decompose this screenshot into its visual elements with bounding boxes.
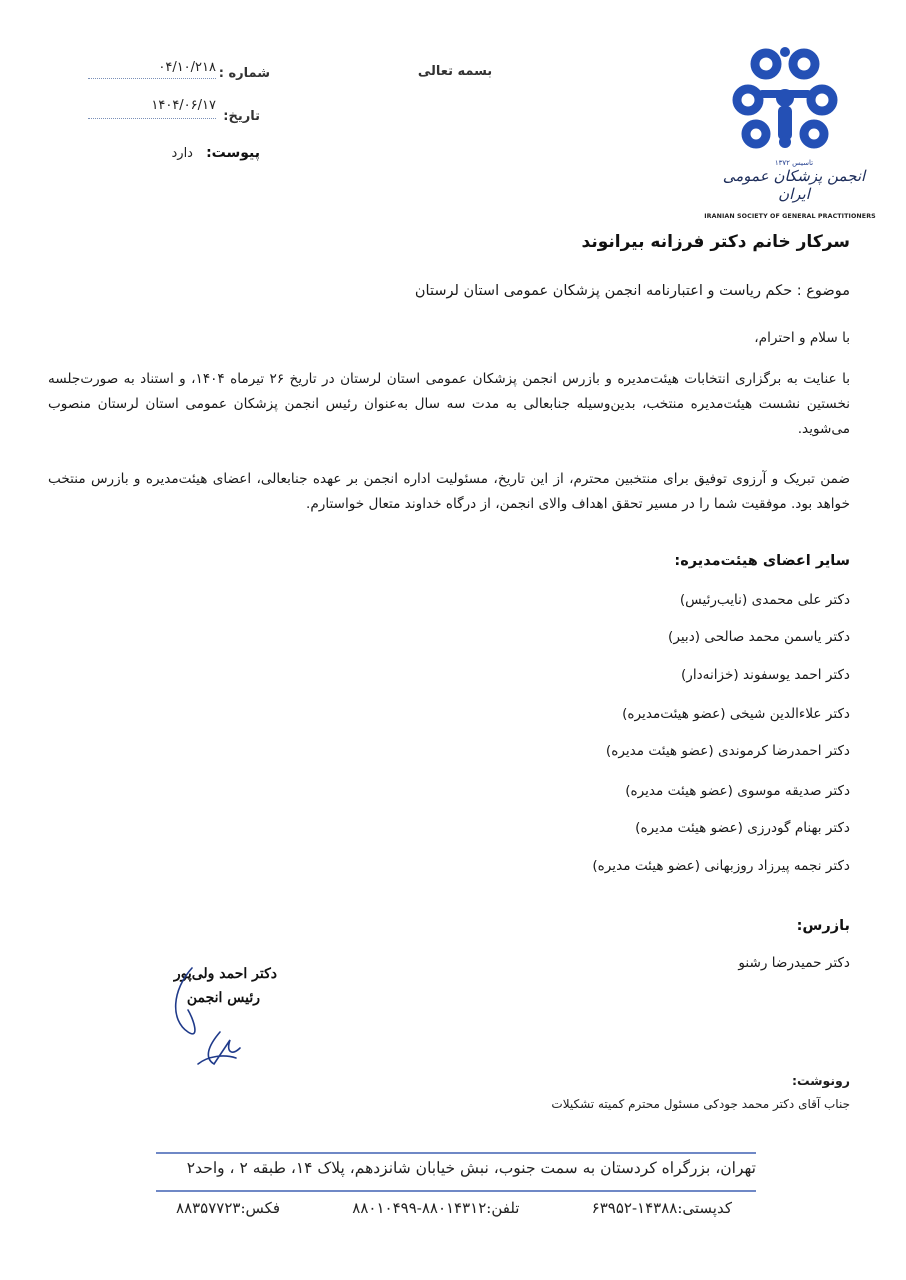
attachment-label: پیوست:	[206, 145, 260, 161]
date-value: ۱۴۰۴/۰۶/۱۷	[88, 98, 216, 119]
list-item: دکتر علی محمدی (نایب‌رئیس)	[679, 592, 850, 608]
inspector-name: دکتر حمیدرضا رشنو	[738, 955, 850, 971]
recipient: سرکار خانم دکتر فرزانه بیرانوند	[581, 232, 850, 252]
cc-heading: رونوشت:	[791, 1073, 850, 1088]
list-item: دکتر یاسمن محمد صالحی (دبیر)	[668, 629, 850, 645]
logo-established: تاسیس ۱۳۷۲	[774, 159, 814, 167]
handwritten-signature	[160, 960, 260, 1070]
footer-divider-top	[156, 1152, 756, 1154]
cc-text: جناب آقای دکتر محمد جودکی مسئول محترم کمیته تشکیلات	[551, 1097, 850, 1111]
number-label: شماره :	[218, 66, 270, 81]
footer-address: تهران، بزرگراه کردستان به سمت جنوب، نبش خیابان شانزدهم، پلاک ۱۴، طبقه ۲ ، واحد۲	[186, 1159, 756, 1177]
list-item: دکتر نجمه پیرزاد روزبهانی (عضو هیئت مدیره)	[592, 858, 850, 874]
society-emblem-icon	[708, 30, 880, 155]
attachment-field	[150, 142, 260, 161]
attachment-value: دارد	[171, 146, 193, 161]
paragraph-1: با عنایت به برگزاری انتخابات هیئت‌مدیره و بازرس انجمن پزشکان عمومی استان لرستان در تاریخ ۲۶ تیرماه ۱۴۰۴، و استناد به صورت‌جلسه نخستین نشست هیئت‌مدیره منتخب، بدین‌وسیله جنابعالی به مدت سه سال به‌عنوان رئیس انجمن پزشکان عمومی استان لرستان منصوب می‌شوید.	[48, 371, 851, 437]
signatory-name: دکتر احمد ولی‌پور	[173, 966, 277, 982]
number-value: ۰۴/۱۰/۲۱۸	[88, 60, 216, 79]
subject: موضوع : حکم ریاست و اعتبارنامه انجمن پزشکان عمومی استان لرستان	[414, 283, 850, 299]
greeting: با سلام و احترام،	[754, 330, 850, 346]
list-item: دکتر احمدرضا کرموندی (عضو هیئت مدیره)	[605, 743, 850, 759]
date-label: تاریخ:	[223, 109, 260, 124]
footer-phone: تلفن:۸۸۰۱۴۳۱۲-۸۸۰۱۰۴۹۹	[352, 1199, 520, 1217]
footer-contact	[176, 1199, 732, 1217]
list-item: دکتر علاءالدین شیخی (عضو هیئت‌مدیره)	[622, 706, 850, 722]
society-logo	[704, 30, 880, 220]
paragraph-2: ضمن تبریک و آرزوی توفیق برای منتخبین محترم، از این تاریخ، مسئولیت اداره انجمن بر عهده جنابعالی، اعضای هیئت‌مدیره و بازرس منتخب خواهد بود. موفقیت شما را در مسیر تحقق اهداف والای انجمن، از درگاه خداوند متعال خواستارم.	[48, 471, 850, 512]
footer-divider-bottom	[156, 1190, 756, 1192]
board-heading: سایر اعضای هیئت‌مدیره:	[674, 553, 850, 569]
list-item: دکتر بهنام گودرزی (عضو هیئت مدیره)	[635, 820, 850, 836]
signatory-title: رئیس انجمن	[186, 990, 260, 1006]
inspector-heading: بازرس:	[796, 918, 850, 934]
footer-postal: کدپستی:۱۴۳۸۸-۶۳۹۵۲	[591, 1199, 732, 1217]
basmala: بسمه تعالی	[417, 64, 493, 79]
logo-name-en: IRANIAN SOCIETY OF GENERAL PRACTITIONERS	[704, 213, 876, 220]
list-item: دکتر صدیقه موسوی (عضو هیئت مدیره)	[625, 783, 850, 799]
footer-fax: فکس:۸۸۳۵۷۷۲۳	[176, 1199, 281, 1217]
list-item: دکتر احمد یوسفوند (خزانه‌دار)	[680, 667, 850, 683]
logo-name-fa: انجمن پزشکان عمومی ایران	[722, 167, 866, 203]
